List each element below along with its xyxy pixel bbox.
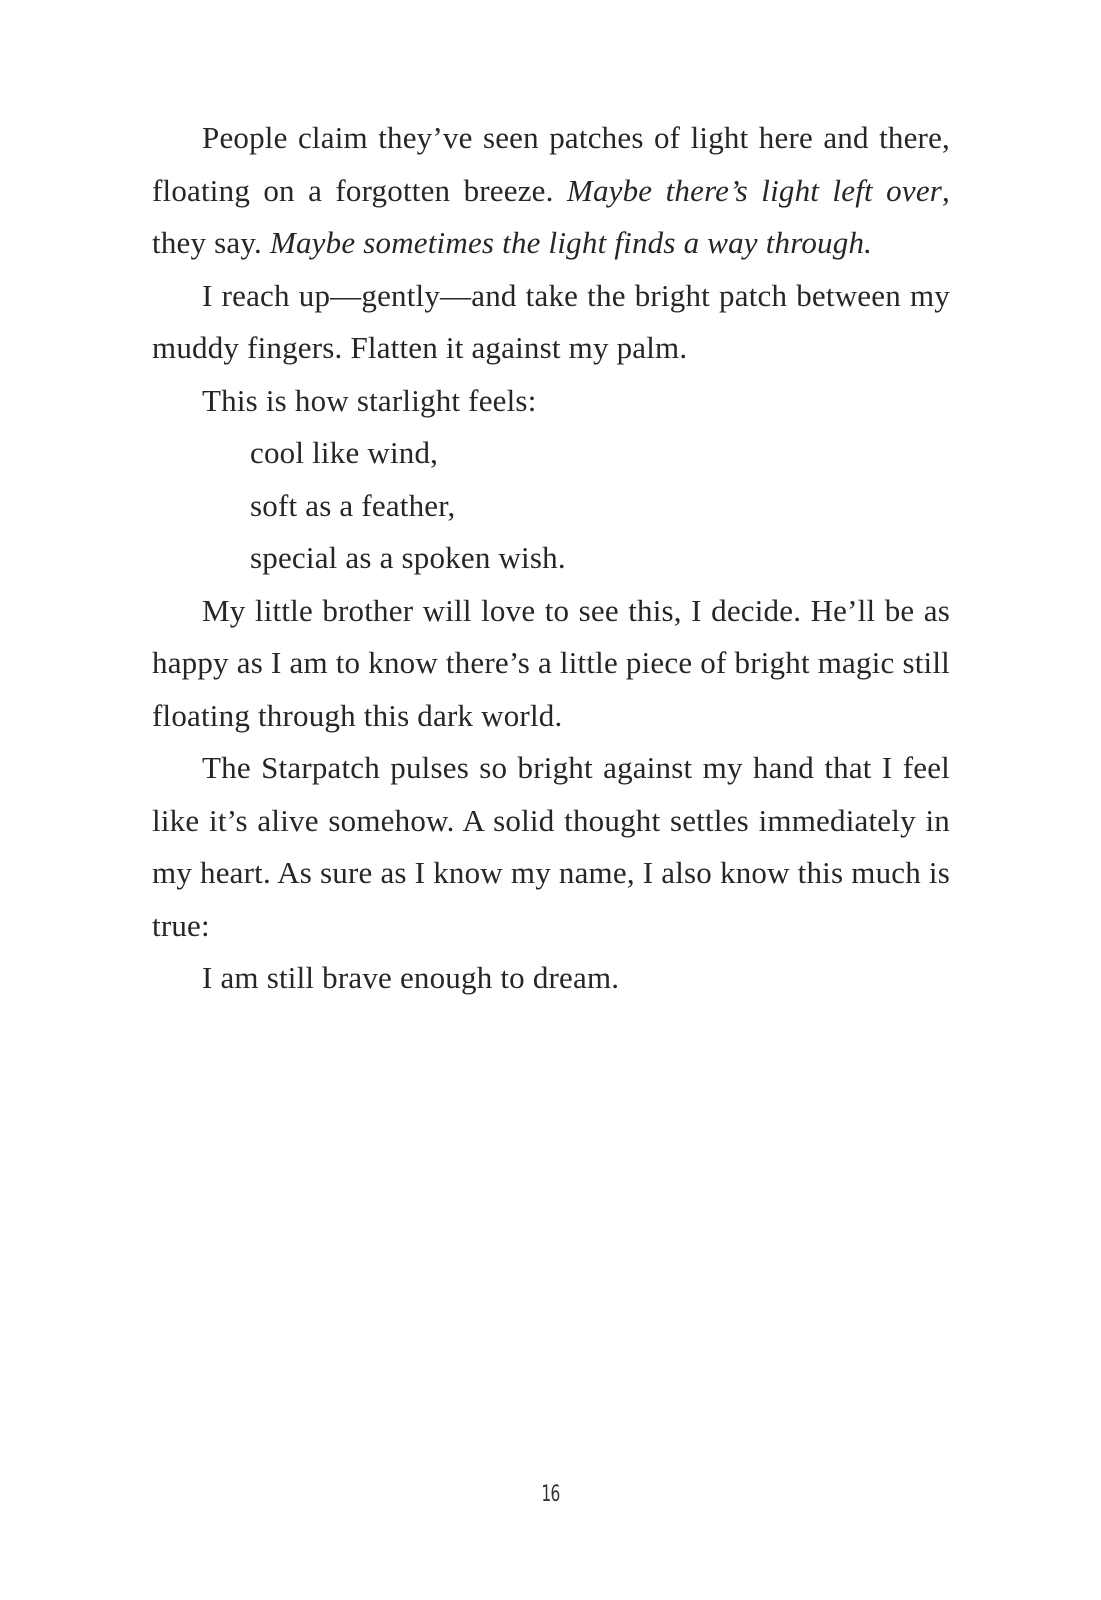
paragraph-1-italic-b: Maybe sometimes the light finds a way through.: [269, 225, 873, 260]
paragraph-1-italic-a: Maybe there’s light left over: [566, 172, 943, 208]
verse-line-2: soft as a feather,: [250, 487, 456, 523]
verse-line-3: special as a spoken wish.: [250, 540, 566, 575]
verse-line-1: cool like wind,: [250, 435, 439, 470]
paragraph-5: The Starpatch pulses so bright against my hand that I feel like it’s alive somehow. A solid thought settles immediately in my heart. As sure as I know my name, I also know this much is true:: [152, 750, 950, 943]
paragraph-4: My little brother will love to see this, I decide. He’ll be as happy as I am to know there’s a little piece of bright magic still floating through this dark world.: [152, 592, 950, 733]
paragraph-1: [152, 112, 950, 270]
paragraph-2: I reach up—gently—and take the bright patch between my muddy fingers. Flatten it against my palm.: [152, 277, 950, 365]
page-number: 16: [541, 1482, 560, 1507]
paragraph-6: I am still brave enough to dream.: [202, 960, 620, 995]
paragraph-3: This is how starlight feels:: [202, 382, 537, 418]
paragraph-1-text-b: , they say.: [152, 172, 950, 260]
paragraph-1-text-a: People claim they’ve seen patches of light here and there, floating on a forgotten breeze.: [152, 120, 950, 208]
body-text: [152, 112, 950, 1005]
